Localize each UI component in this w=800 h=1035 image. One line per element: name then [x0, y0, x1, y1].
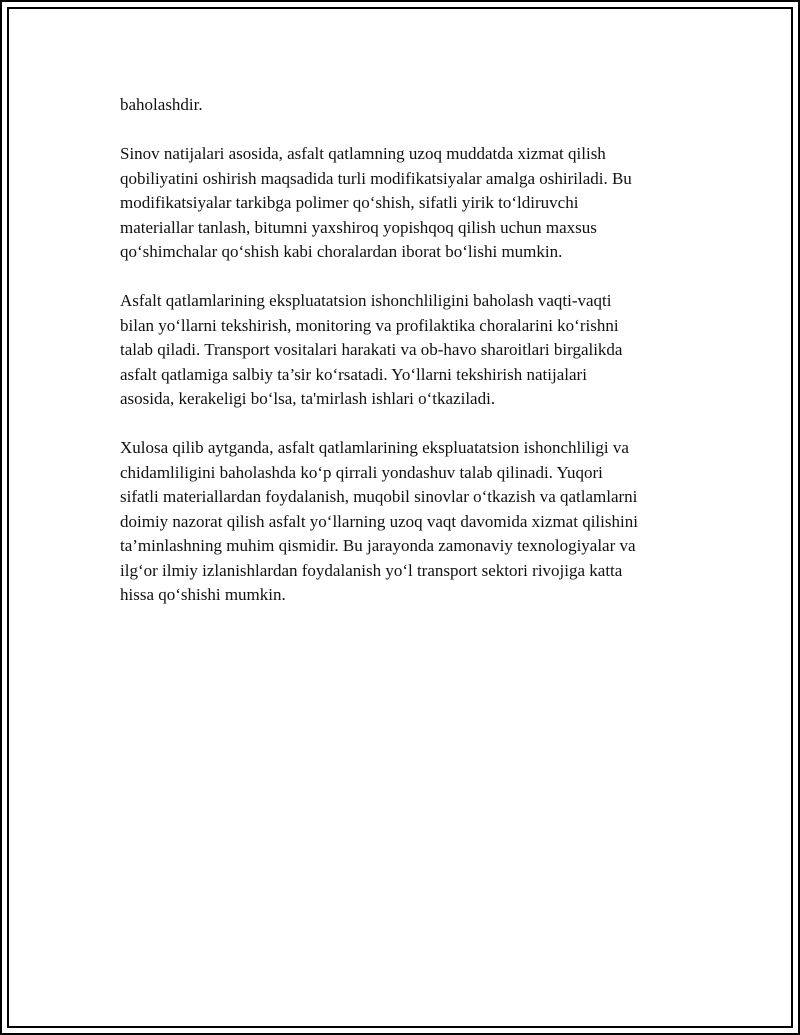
text-line: doimiy nazorat qilish asfalt yo‘llarning uzoq vaqt davomida xizmat qilishini: [120, 511, 638, 531]
text-line: hissa qo‘shishi mumkin.: [120, 585, 286, 604]
text-line: ilg‘or ilmiy izlanishlardan foydalanish yo‘l transport sektori rivojiga katta: [120, 560, 623, 580]
text-line: qo‘shimchalar qo‘shish kabi choralardan iborat bo‘lishi mumkin.: [120, 242, 563, 261]
text-line: Xulosa qilib aytganda, asfalt qatlamlarining ekspluatatsion ishonchliligi va: [120, 438, 629, 457]
paragraph-2: [120, 142, 690, 265]
paragraph-1: [120, 93, 690, 118]
text-line: chidamliligini baholashda ko‘p qirrali yondashuv talab qilinadi. Yuqori: [120, 462, 603, 482]
paragraph-3: [120, 289, 690, 412]
text-line: Asfalt qatlamlarining ekspluatatsion ishonchliligini baholash vaqti-vaqti: [120, 291, 612, 310]
text-line: materiallar tanlash, bitumni yaxshiroq yopishqoq qilish uchun maxsus: [120, 217, 597, 237]
text-line: bilan yo‘llarni tekshirish, monitoring va profilaktika choralarini ko‘rishni: [120, 315, 619, 335]
text-line: sifatli materiallardan foydalanish, muqobil sinovlar o‘tkazish va qatlamlarni: [120, 487, 638, 506]
text-line: ta’minlashning muhim qismidir. Bu jarayonda zamonaviy texnologiyalar va: [120, 536, 636, 555]
paragraph-4: [120, 436, 690, 608]
text-line: qobiliyatini oshirish maqsadida turli modifikatsiyalar amalga oshiriladi. Bu: [120, 168, 632, 188]
text-line: baholashdir.: [120, 95, 203, 114]
text-line: asfalt qatlamiga salbiy ta’sir ko‘rsatadi. Yo‘llarni tekshirish natijalari: [120, 364, 587, 384]
text-line: modifikatsiyalar tarkibga polimer qo‘shish, sifatli yirik to‘ldiruvchi: [120, 193, 579, 212]
text-line: asosida, kerakeligi bo‘lsa, ta'mirlash ishlari o‘tkaziladi.: [120, 389, 496, 408]
document-body: [120, 93, 690, 632]
text-line: Sinov natijalari asosida, asfalt qatlamning uzoq muddatda xizmat qilish: [120, 144, 606, 163]
text-line: talab qiladi. Transport vositalari harakati va ob-havo sharoitlari birgalikda: [120, 340, 623, 359]
